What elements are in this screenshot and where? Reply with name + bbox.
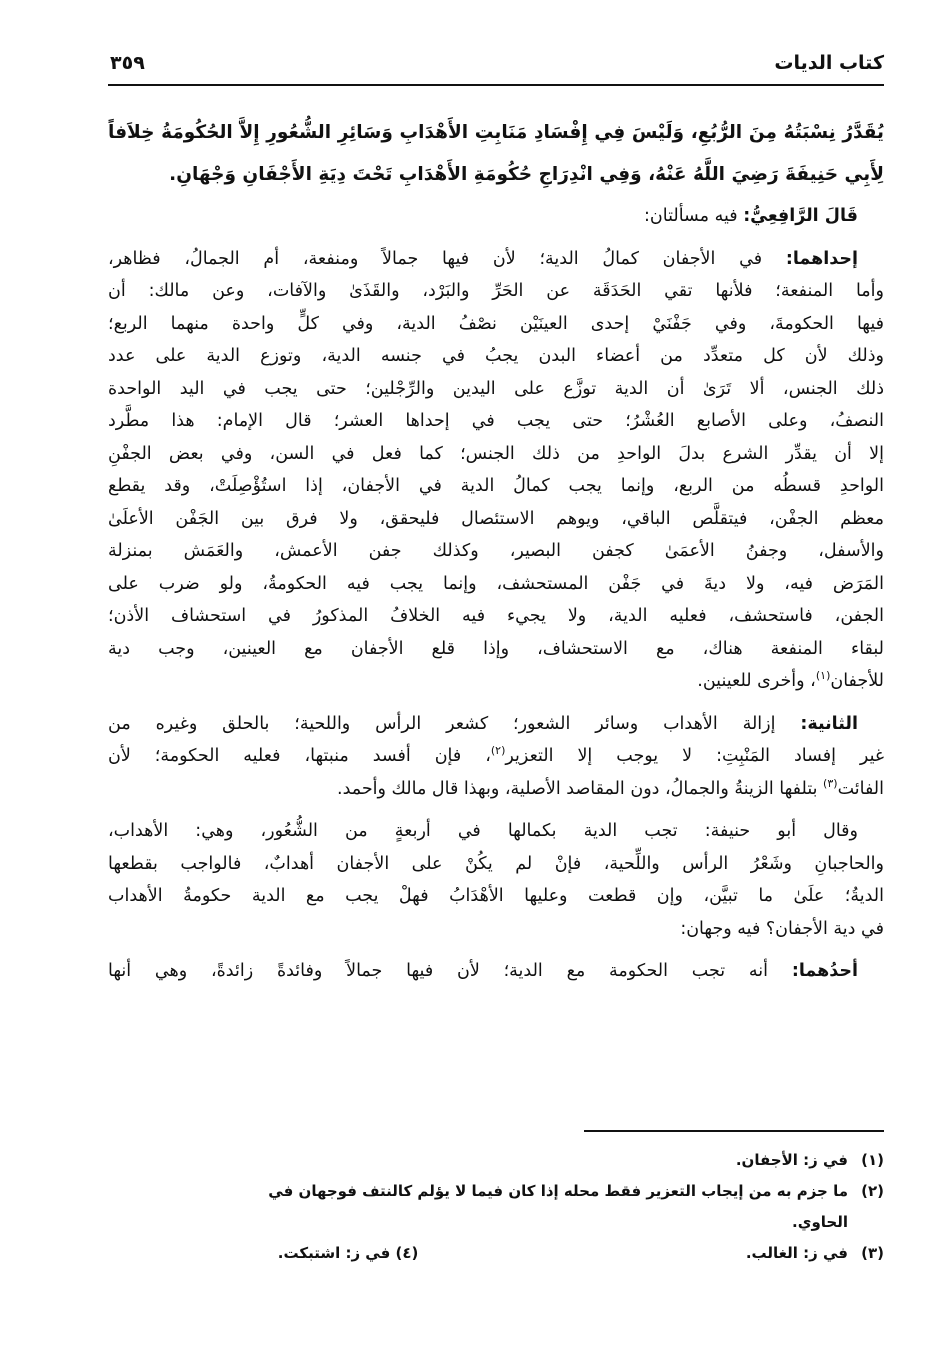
line-text: ، وأخرى للعينين. — [697, 671, 816, 691]
running-header — [108, 52, 884, 82]
footnote-text: الحاوي. — [792, 1213, 848, 1231]
text-line — [108, 740, 884, 773]
paragraph-abu-hanifa — [108, 815, 884, 945]
main-text — [108, 112, 884, 988]
qal-line — [108, 200, 884, 233]
footnote-number: (٤) — [395, 1244, 419, 1262]
footnote-text: في ز: الغالب. — [745, 1244, 848, 1262]
text-line — [108, 708, 884, 741]
chapter-title: كتاب الديات — [774, 52, 884, 74]
footnote — [108, 1145, 884, 1176]
text-line — [108, 955, 884, 988]
text-line: النصفُ، وعلى الأصابع العُشْرُ؛ حتى يجب في إحداها العشر؛ قال الإمام: هذا مطَّرد — [108, 411, 884, 431]
issue-label: الثانية: — [800, 713, 858, 734]
text-line — [108, 773, 884, 806]
footnote — [278, 1238, 419, 1269]
footnote — [108, 1176, 884, 1238]
text-line: في دية الأجفان؟ فيه وجهان: — [680, 918, 884, 939]
line-text: أنه تجب الحكومة مع الدية؛ لأن فيها جمالاً وفائدةً زائدةً، وهي أنها — [108, 961, 769, 981]
footnotes — [108, 1145, 884, 1269]
text-line: يُقَدَّرُ نِسْبَتُهُ مِنَ الرُّبُعِ، وَلَيْسَ فِي إِفْسَادِ مَنَابِتِ الأَهْدَابِ وَسَائِرِ الشُّعُورِ إِلاَّ الحُكُومَةُ خِلاَفاً — [108, 122, 884, 143]
paragraph-second-issue — [108, 708, 884, 806]
text-line — [108, 665, 884, 698]
speaker-label: قَالَ الرَّافِعِيُّ: — [743, 206, 858, 226]
footnote-number: (١) — [861, 1151, 884, 1169]
text-line: لِأَبِي حَنِيفَةَ رَضِيَ اللَّهُ عَنْهُ، وَفِي انْدِرَاجِ حُكُومَةِ الأَهْدَابِ تَحْتَ دِيَةِ الأَجْفَانِ وَجْهَانِ. — [169, 164, 884, 185]
footnote-number: (٢) — [861, 1182, 884, 1200]
text-line: لبقاء المنفعة هناك، مع الاستحشاف، وإذا قلع الأجفان مع العينين، وجب دية — [108, 638, 884, 659]
footnote-ref[interactable]: (٢) — [490, 744, 506, 758]
text-line: وقال أبو حنيفة: تجب الدية بكمالها في أربعةٍ من الشُّعُور، وهي: الأهداب، — [108, 821, 858, 841]
text-line: وذلك لأن كل متعدِّد من أعضاء البدن يجبُ في جنسه الدية، وتوزع الدية على عدد — [108, 346, 884, 366]
line-text: بتلفها الزينةُ والجمالُ، دون المقاصد الأصلية، وبهذا قال مالك وأحمد. — [337, 778, 824, 799]
text-line: المَرَض فيه، ولا ديةَ في جَفْن المستحشف، وإنما يجب فيه الحكومةُ، ولو ضرب على — [108, 573, 884, 594]
line-text: إزالة الأهداب وسائر الشعور؛ كشعر الرأس واللحية؛ بالحلق وغيره من — [108, 713, 776, 734]
footnote-rule — [584, 1130, 884, 1132]
footnote-text: في ز: الأجفان. — [735, 1151, 848, 1169]
text-line: ذلك الجنس، ألا تَرَىٰ أن الدية توزَّع على اليدين والرِّجْلين؛ حتى يجب في اليد الواحدة — [108, 378, 884, 399]
paragraph-first-issue — [108, 243, 884, 698]
text-line: الجفن، فاستحشف، فعليه الدية، ولا يجيء فيه الخلافُ المذكورُ في استحشاف الأذن؛ — [108, 606, 884, 626]
text-line: معظم الجفْن، فيتقلَّص الباقي، ويوهم الاستئصال فليحقق، ولا فرق بين الجَفْن الأعلَىٰ — [108, 508, 884, 529]
footnote — [418, 1238, 884, 1269]
page-number: ٣٥٩ — [110, 52, 145, 74]
text-line: الديةُ؛ علَىٰ ما تبيَّن، وإن قطعت وعليها الأهْدَابُ فهلْ يجب مع الدية حكومةُ الأهداب — [108, 886, 884, 906]
issue-label: أحدُهما: — [791, 961, 858, 981]
footnote-text: ما جزم به من إيجاب التعزير فقط محله إذا كان فيما لا يؤلم كالنتف فوجهان في — [268, 1182, 848, 1200]
qal-text: فيه مسألتان: — [644, 206, 738, 226]
issue-label: إحداهما: — [785, 248, 858, 269]
text-line: والأسفل، وجفنُ الأعمَىٰ كجفن البصير، وكذلك جفن الأعمش، والعَمَش بمنزلة — [108, 541, 884, 561]
header-rule — [108, 84, 884, 86]
line-text: الفائت — [837, 778, 884, 799]
text-line: الواحدِ قسطُه من الربع، وإنما يجب كمالُ الدية في الأجفان، إذا استُؤْصِلَتْ، وقد يقطع — [108, 476, 884, 496]
text-line: إلا أن يقدِّر الشرع بدلَ الواحدِ من ذلك الجنس؛ كما فعل في السن، وفي بعض الجفْنِ — [108, 443, 884, 464]
text-line: والحاجبانِ وشَعْرُ الرأس واللِّحية، فإنْ لم يكُنْ على الأجفان أهدابٌ، فالواجب بقطعها — [108, 853, 884, 874]
line-text: في الأجفان كمالُ الدية؛ لأن فيها جمالاً ومنفعة، أم الجمالُ، فظاهر، — [108, 248, 763, 269]
line-text: ، فإن أفسد منبتها، فعليه الحكومة؛ لأن — [108, 746, 491, 766]
footnote-text: في ز: اشتبكت. — [277, 1244, 391, 1262]
text-line: فيها الحكومةَ، وفي جَفْنَيْ إحدى العينَيْن نصْفُ الدية، وفي كلٍّ واحدة منهما الربع؛ — [108, 313, 884, 334]
line-text: للأجفان — [830, 671, 884, 691]
footnote-number: (٣) — [861, 1244, 884, 1262]
text-line — [108, 243, 884, 276]
text-line: وأما المنفعة؛ فلأنها تقي الحَدَقَة عن الحَرِّ والبَرْد، والقَذَىٰ والآفات، وعن مالك: أن — [108, 281, 884, 301]
footnote-row — [108, 1238, 884, 1269]
matn-block — [108, 112, 884, 196]
footnote-ref[interactable]: (٣) — [823, 776, 838, 790]
footnote-ref[interactable]: (١) — [815, 669, 831, 683]
line-text: غير إفساد المَنْبِتِ: لا يوجب إلا التعزير — [505, 746, 884, 766]
